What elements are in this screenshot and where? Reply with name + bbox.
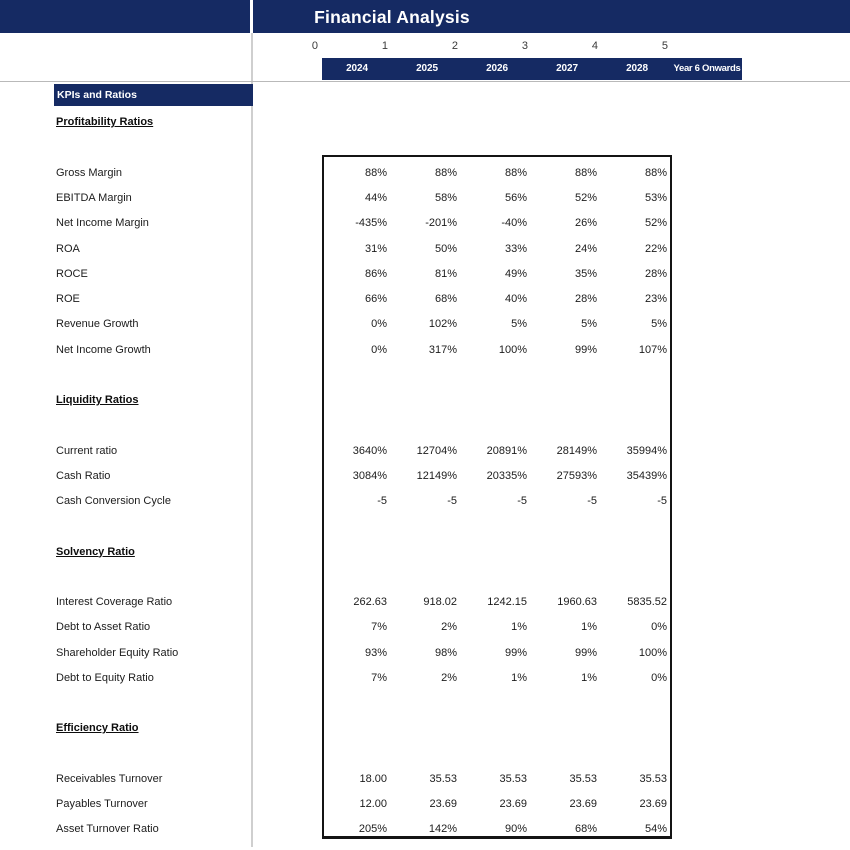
value-cell[interactable]: 5835.52 (627, 596, 667, 608)
period-number-cell[interactable]: 5 (661, 40, 668, 52)
value-cell[interactable]: 27593% (556, 469, 597, 482)
section-title: Efficiency Ratio (56, 722, 139, 735)
value-cell[interactable]: 1% (511, 671, 527, 684)
value-cell[interactable]: 35439% (626, 469, 667, 482)
row-label-cell[interactable]: Receivables Turnover (56, 772, 163, 785)
value-cell[interactable]: 18.00 (359, 772, 387, 785)
value-cell[interactable]: 0% (651, 621, 667, 634)
value-cell[interactable]: 107% (638, 343, 667, 356)
value-cell[interactable]: 12.00 (359, 798, 387, 810)
value-cell[interactable]: 20891% (486, 444, 527, 457)
value-cell[interactable]: 68% (434, 293, 457, 305)
value-cell[interactable]: 98% (434, 646, 457, 659)
value-cell[interactable]: 53% (644, 192, 667, 204)
value-cell[interactable]: 12704% (416, 444, 457, 457)
row-label-cell[interactable]: EBITDA Margin (56, 192, 132, 204)
value-cell[interactable]: -5 (447, 495, 457, 507)
period-number-cell[interactable]: 3 (521, 40, 528, 52)
value-cell[interactable]: 44% (364, 192, 387, 204)
value-cell[interactable]: 50% (434, 242, 457, 255)
value-cell[interactable]: 35994% (626, 444, 667, 457)
kpis-and-ratios-header[interactable]: KPIs and Ratios (54, 84, 253, 106)
value-cell[interactable]: 49% (504, 267, 527, 280)
value-cell[interactable]: 52% (574, 192, 597, 204)
value-cell[interactable]: 2% (441, 621, 457, 634)
value-cell[interactable]: -5 (587, 495, 597, 507)
period-number-cell[interactable]: 0 (311, 40, 318, 52)
value-cell[interactable]: 24% (574, 242, 597, 255)
value-cell[interactable]: 1% (511, 621, 527, 634)
value-cell[interactable]: 26% (574, 217, 597, 230)
value-cell[interactable]: 23% (644, 293, 667, 305)
period-number-cell[interactable]: 4 (591, 40, 598, 52)
value-cell[interactable]: 1% (581, 671, 597, 684)
value-cell[interactable]: 20335% (486, 469, 527, 482)
value-cell[interactable]: 52% (644, 217, 667, 230)
value-cell[interactable]: 1% (581, 621, 597, 634)
value-cell[interactable]: 0% (371, 343, 387, 356)
value-cell[interactable]: 35.53 (429, 772, 457, 785)
value-cell[interactable]: 5% (511, 318, 527, 331)
value-cell[interactable]: 86% (364, 267, 387, 280)
value-cell[interactable]: 0% (371, 318, 387, 331)
period-number-cell[interactable]: 2 (451, 40, 458, 52)
row-label-cell[interactable]: Asset Turnover Ratio (56, 823, 159, 836)
row-label-cell[interactable]: Cash Ratio (56, 469, 111, 482)
value-cell[interactable]: 23.69 (429, 798, 457, 810)
row-label-cell[interactable]: ROA (56, 242, 80, 255)
row-label-cell[interactable]: Interest Coverage Ratio (56, 596, 173, 608)
value-cell[interactable]: 100% (638, 646, 667, 659)
value-cell[interactable]: 58% (434, 192, 457, 204)
value-cell[interactable]: 3084% (352, 469, 387, 482)
year-header-cell[interactable]: 2028 (626, 63, 648, 74)
value-cell[interactable]: 0% (651, 671, 667, 684)
value-cell[interactable]: 28149% (556, 444, 597, 457)
value-cell[interactable]: 93% (364, 646, 387, 659)
value-cell[interactable]: 81% (434, 267, 457, 280)
value-cell[interactable]: 99% (574, 646, 597, 659)
value-cell[interactable]: 918.02 (423, 596, 457, 608)
value-cell[interactable]: 99% (504, 646, 527, 659)
row-label-cell[interactable]: Debt to Asset Ratio (56, 621, 151, 634)
value-cell[interactable]: 88% (574, 166, 597, 179)
value-cell[interactable]: 22% (644, 242, 667, 255)
value-cell[interactable]: 5% (581, 318, 597, 331)
year-header-cell[interactable]: 2027 (556, 63, 578, 74)
value-cell[interactable]: -40% (501, 217, 527, 230)
value-cell[interactable]: -201% (425, 217, 457, 230)
row-label-cell[interactable]: Current ratio (56, 444, 118, 457)
period-number-cell[interactable]: 1 (381, 40, 388, 52)
value-cell[interactable]: 28% (574, 293, 597, 305)
value-cell[interactable]: 88% (644, 166, 667, 179)
value-cell[interactable]: -5 (377, 495, 387, 507)
value-cell[interactable]: 35% (574, 267, 597, 280)
value-cell[interactable]: 142% (428, 823, 457, 836)
value-cell[interactable]: -5 (657, 495, 667, 507)
value-cell[interactable]: 88% (504, 166, 527, 179)
value-cell[interactable]: 35.53 (499, 772, 527, 785)
value-cell[interactable]: 28% (644, 267, 667, 280)
row-label-cell[interactable]: ROE (56, 293, 80, 305)
value-cell[interactable]: 23.69 (499, 798, 527, 810)
section-title: Profitability Ratios (56, 116, 154, 129)
value-cell[interactable]: 56% (504, 192, 527, 204)
row-label-cell[interactable]: Net Income Growth (56, 343, 151, 356)
value-cell[interactable]: 40% (504, 293, 527, 305)
value-cell[interactable]: 5% (651, 318, 667, 331)
row-label-cell[interactable]: ROCE (56, 267, 88, 280)
header-gridline (0, 81, 850, 83)
value-cell[interactable]: 1960.63 (557, 596, 597, 608)
value-cell[interactable]: 66% (364, 293, 387, 305)
value-cell[interactable]: 68% (574, 823, 597, 836)
value-cell[interactable]: -5 (517, 495, 527, 507)
value-cell[interactable]: 3640% (352, 444, 387, 457)
value-cell[interactable]: 33% (504, 242, 527, 255)
section-title: Liquidity Ratios (56, 394, 139, 406)
row-label-cell[interactable]: Debt to Equity Ratio (56, 671, 154, 684)
value-cell[interactable]: 205% (358, 823, 387, 836)
year-header-cell[interactable]: 2025 (416, 63, 438, 74)
year-header-cell[interactable]: 2024 (346, 63, 368, 74)
value-cell[interactable]: 54% (644, 823, 667, 836)
value-cell[interactable]: 35.53 (639, 772, 667, 785)
value-cell[interactable]: -435% (355, 217, 387, 230)
value-cell[interactable]: 2% (441, 671, 457, 684)
value-cell[interactable]: 35.53 (569, 772, 597, 785)
year-header-cell[interactable]: 2026 (486, 63, 508, 74)
value-cell[interactable]: 23.69 (639, 798, 667, 810)
row-label-cell[interactable]: Net Income Margin (56, 217, 149, 230)
value-cell[interactable]: 102% (428, 318, 457, 331)
row-label-cell[interactable]: Payables Turnover (56, 798, 148, 810)
value-cell[interactable]: 88% (434, 166, 457, 179)
value-cell[interactable]: 1242.15 (487, 596, 527, 608)
value-cell[interactable]: 262.63 (353, 596, 387, 608)
row-label-cell[interactable]: Cash Conversion Cycle (56, 495, 171, 507)
row-label-cell[interactable]: Revenue Growth (56, 318, 139, 331)
value-cell[interactable]: 23.69 (569, 798, 597, 810)
row-label-cell[interactable]: Gross Margin (56, 166, 123, 179)
value-cell[interactable]: 7% (371, 671, 387, 684)
section-title: Solvency Ratio (56, 545, 135, 558)
value-cell[interactable]: 7% (371, 621, 387, 634)
year-header-row (322, 58, 742, 80)
row-label-cell[interactable]: Shareholder Equity Ratio (56, 646, 179, 659)
column-gridline (251, 33, 253, 847)
value-cell[interactable]: 99% (574, 343, 597, 356)
value-cell[interactable]: 31% (364, 242, 387, 255)
year-header-cell[interactable]: Year 6 Onwards (673, 63, 741, 74)
value-cell[interactable]: 317% (428, 343, 457, 356)
value-cell[interactable]: 100% (498, 343, 527, 356)
value-cell[interactable]: 90% (504, 823, 527, 836)
page-title: Financial Analysis (314, 7, 470, 27)
value-cell[interactable]: 88% (364, 166, 387, 179)
value-cell[interactable]: 12149% (416, 469, 457, 482)
